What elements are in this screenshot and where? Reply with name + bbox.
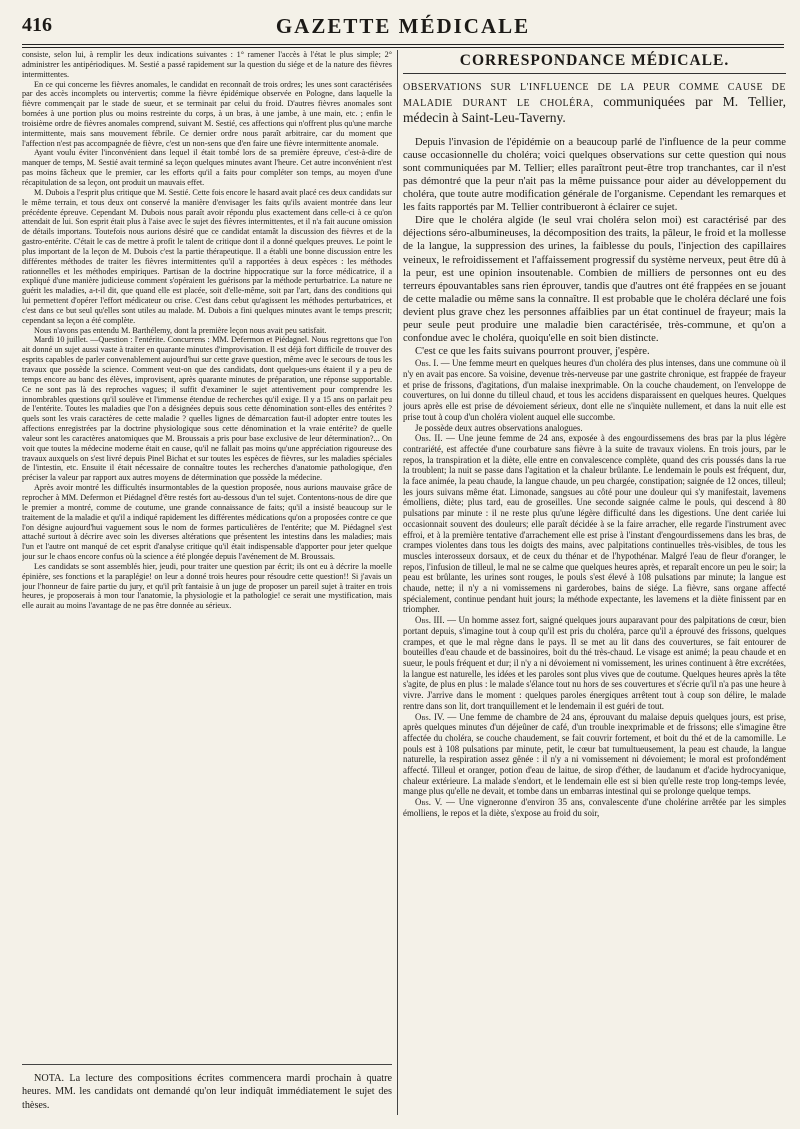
paragraph: Nous n'avons pas entendu M. Barthélemy, dont la première leçon nous avait peu satisfait. (34, 325, 327, 335)
paragraph: Les candidats se sont assemblés hier, jeudi, pour traiter une question par écrit; ils ont eu à décrire la moelle épinière, ses fonctions et la paraplégie! on leur a donné trois heures pour résoudre cette question!! Si j'avais un jour l'honneur de faire partie du jury, et qu'il prît fantaisie à un juge de proposer un pareil sujet à traiter en trois heures, je proposerais à mon tour l'anatomie, la physiologie et la pathologie! ce serait une mystification, mais elle aurait au moins l'avantage de ne pas être donnée au sérieux. (22, 561, 392, 611)
observation-text: — Une femme de chambre de 24 ans, éprouvant du malaise depuis quelques jours, est prise, après quelques minutes d'un déjeûner de café, d'un trouble inexprimable et de frissons; elle s'imagine être affectée du choléra, se couche chaudement, se fait couvrir fortement, et boit du thé et de la camomille. Le pouls est à 108 pulsations par minute, petit, le cœur bat tumultueusement, la peau est chaude, la langue naturelle, la respiration assez gênée : il n'y a ni vomissement ni dévoiement; le moral est profondément affecté. Tilleul et oranger, potion d'eau de laitue, de sirop d'éther, de laudanum et d'acide hydrocyanique, chaleur extérieure. La malade s'endort, et le lendemain elle est si bien qu'elle reste trop long-temps levée, mange plus qu'elle ne devait, et tombe dans un embarras intestinal qui se prolonge quelque temps. (403, 711, 786, 797)
header-rule-2 (22, 47, 784, 48)
section-title: CORRESPONDANCE MÉDICALE. (403, 56, 786, 74)
paragraph: Ayant voulu éviter l'inconvénient dans lequel il était tombé lors de sa première épreuve, c'est-à-dire de manquer de temps, M. Sestié avait terminé sa leçon quelques minutes avant l'heure. Cet autre inconvénient n'est pas moins fâcheux que le premier, car les efforts qu'il a faits pour compléter son temps, au moyen d'une récapitulation de sa leçon, ont produit un mauvais effet. (22, 148, 392, 187)
article-title-caps: OBSERVATIONS SUR L'INFLUENCE DE LA PEUR COMME CAUSE DE MALADIE DURANT LE CHOLÉRA, (403, 81, 786, 109)
paragraph: En ce qui concerne les fièvres anomales, le candidat en reconnaît de trois ordres; les unes sont caractérisées par des accès incomplets ou intervertis; comme la fièvre épidémique observée en Pologne, dans laquelle la fièvre commençait par le stade de sueur, et se terminait par celui du froid. D'autres fièvres anomales sont bornées à une portion plus ou moins restreinte du corps, à un bras, à une jambe, à une main, etc. ; enfin le troisième ordre de fièvres anomales comprend, suivant M. Sestié, ces affections qui n'offrent plus qu'une marche intermittente, mais sans mouvement fébrile. Ce dernier ordre nous paraît arbitraire, car du moment que l'affection n'est pas accompagnée de fièvre, c'est un non-sens que d'en faire une fièvre intermittente anomale. (22, 79, 392, 148)
observation-text: — Une femme meurt en quelques heures d'un choléra des plus intenses, dans une commune où il n'y en avait pas encore. Sa voisine, devenue très-nerveuse par une gastrite chronique, est frappée de frayeur et prise de frissons, d'agitations, d'un malaise inexprimable. On la couche chaudement, on l'enveloppe de couvertures, on lui donne du tilleul chaud, et tous les accidens disparaissent en quelques heures. Quelques jours après elle est prise de dévoiement sérieux, dont elle ne s'inquiète nullement, et dans la nuit elle est prise tout à coup d'un choléra violent auquel elle succombe. (403, 358, 786, 422)
column-divider (397, 50, 398, 1115)
observation (403, 712, 786, 798)
observation (403, 615, 786, 711)
observation-label: Obs. IV. (415, 711, 445, 722)
journal-title: GAZETTE MÉDICALE (275, 14, 531, 38)
nota-note (22, 1072, 392, 1112)
observation (403, 797, 786, 818)
article-title (403, 80, 786, 126)
observation-text: — Un homme assez fort, saigné quelques jours auparavant pour des palpitations de cœur, bien portant depuis, s'imagine tout à coup qu'il est pris du choléra, parce qu'il a éprouvé des frissons, quelques crampes, et que le mal règne dans le pays. Il se met au lit dans des couvertures, se fait entourer de bouteilles d'eau chaude et de bassinoires, boit du thé très-chaud. Le visage est animé; la peau chaude et en sueur, le pouls fréquent et dur; il n'y a ni dévoiement ni vomissement, les urines continuent à être excrétées, la langue est naturelle, les idées et les paroles sont plus vives que de coutume. Quelques heures après la tête s'agite, de plus en plus : le malade s'élance tout nu hors de ses couvertures et s'écrie qu'il n'a pas une heure à vivre. J'arrive dans le moment : quelques paroles énergiques arrêtent tout à coup son délire, le malade rentre dans son lit, dort tranquillement et le lendemain il est guéri de tout. (403, 615, 786, 711)
observation-extra: Je possède deux autres observations analogues. (415, 422, 583, 433)
paragraph: Dire que le choléra algide (le seul vrai choléra selon moi) est caractérisé par des déjections séro-albumineuses, la décomposition des traits, la pâleur, le froid et la mollesse de la langue, la suppression des urines, la faiblesse du pouls, l'injection des capillaires veineux, le refroidissement et l'affaissement progressif du système nerveux, peut être dû à la peur, est une opinion insoutenable. Combien de milliers de personnes ont eu des terreurs épouvantables sans rien éprouver, tandis que d'autres ont été frappées en se jouant de cette maladie ou même sans la connaître. Il est probable que le choléra déclaré une fois devient plus grave chez les personnes affaiblies par un état continuel de frayeur; mais la peur seule peut produire une maladie bien caractérisée, très-commune, et qu'on a confondue avec le choléra, quoiqu'elle en soit bien distincte. (403, 215, 786, 345)
observation-label: Obs. V. (415, 797, 443, 808)
observation-label: Obs. I. (415, 358, 439, 369)
observation-text: — Une vigneronne d'environ 35 ans, convalescente d'une cholérine arrêtée par les simples émolliens, le repos et la diète, s'expose au froid du soir, (403, 797, 786, 818)
left-column (22, 50, 392, 1070)
note-rule (22, 1064, 392, 1065)
paragraph: M. Dubois a l'esprit plus critique que M. Sestié. Cette fois encore le hasard avait placé ces deux candidats sur le même terrain, et tous deux ont conservé la manière d'envisager les faits qu'ils avaient montrée dans leur précédente épreuve. Cependant M. Dubois nous paraît avoir répondu plus exactement dans celle-ci à ce qu'on attendait de lui. Son esprit était plus à l'aise avec le sujet des fièvres intermittentes, et il n'a fait aucune omission de détails importans. Toutefois nous aurions désiré que ce candidat entamât la discussion des fièvres et de la gastro-entérite. C'était le cas de mettre à profit le talent de critique dont il a donné quelques preuves. Le point le plus important de la leçon de M. Dubois c'est la partie thérapeutique. Il a établi une bonne discussion entre les différentes méthodes de traiter les fièvres intermittentes qu'il a rapportées à deux espèces : les méthodes rationnelles et les méthodes empiriques. Partisan de la doctrine hippocratique sur la force médicatrice, il a expliqué d'une manière judicieuse comment s'opéraient les guérisons par la méthode perturbatrice. La nature ne guérit les maladies, a-t-il dit, que quand elle est placée, soit d'elle-même, soit par l'art, dans des conditions qui lui permettent d'opérer l'effort médicateur ou crise. C'est dans cebut qu'agissent les méthodes perturbatrices, et c'est dans ce but seul qu'elles sont utiles au malade. M. Dubois a fini quelques minutes avant le temps prescrit; cependant sa leçon a été complète. (22, 187, 392, 325)
nota-text: NOTA. La lecture des compositions écrites commencera mardi prochain à quatre heures. MM. les candidats ont demandé qu'on leur indiquât immédiatement le sujet des thèses. (22, 1073, 392, 1111)
header-rule (22, 44, 784, 45)
paragraph: consiste, selon lui, à remplir les deux indications suivantes : 1° ramener l'accès à l'état le plus simple; 2° administrer les antipériodiques. M. Sestié a passé rapidement sur la question du siége et de la nature des fièvres intermittentes. (22, 50, 392, 79)
page-number: 416 (22, 14, 52, 36)
right-column (403, 50, 786, 1120)
observation-text: — Une jeune femme de 24 ans, exposée à des engourdissemens des bras par la plus légère contrariété, est affectée d'une courbature sans fièvre à la suite de travaux violens. En trois jours, par le repos, la transpiration et la diète, elle entre en convalescence complète, quand des cris poussés dans la rue la troublent; la nuit se passe dans l'agitation et la chaleur brûlante. Le lendemain le pouls est fréquent, dur, la face animée, la peau chaude, la langue chaude, un peu chargée, constipation; saignée de 12 onces, tilleul; les jours suivans même état. Limonade, sangsues au côté pour une douleur qui s'y manifestait, lavemens émolliens, diète; plus tard, eau de groseilles. Une seconde saignée calme le pouls, qui descend à 80 pulsations par minute : il ne reste plus qu'une légère difficulté dans les digestions. Une dent cariée lui occasionnait souvent des douleurs; elle paraît décidée à se la faire arracher, elle regarde l'instrument avec effroi, et à la première tentative d'arrachement elle est prise à l'instant d'engourdissemens dans les bras, de crampes violentes dans tous les doigts des mains, avec palpitations continuelles très-visibles, de tous les muscles interosseux dorsaux, et de ceux du thénar et de l'hypothénar. Malgré l'eau de fleur d'oranger, le repos, l'infusion de tilleul, le mal ne se calme que quelques heures après, et reparaît encore un peu le soir; la peau est brûlante, les urines sont rouges, le pouls s'est élevé à 108 pulsations par minute; la langue est chaude, nette; il n'y a ni vomissemens ni garderobes, bains de siége. La fièvre, sans organe affecté spécialement, continue pendant huit jours; la méthode expectante, les lavemens et la diète finissent par en triompher. (403, 433, 786, 615)
observation (403, 433, 786, 615)
paragraph: C'est ce que les faits suivans pourront prouver, j'espère. (415, 346, 650, 358)
paragraph: Après avoir montré les difficultés insurmontables de la question proposée, nous aurions mauvaise grâce de reprocher à MM. Defermon et Piédagnel d'être restés fort au-dessous d'un tel sujet. Contentons-nous de dire que le premier a montré, comme de coutume, une grande connaissance de faits; qu'il a insisté beaucoup sur le traitement de la maladie et qu'il a indiqué rapidement les différentes médications qu'on a proposées contre ce que l'on désigne aujourd'hui vaguement sous le nom de formes particulières de l'entérite; que M. Piédagnel s'est attaché surtout à décrire avec soin les diverses altérations que présentent les intestins dans les maladies; mais l'un et l'autre ont manqué de cet esprit d'analyse critique qu'il était indispensable d'apporter pour jeter quelque jour sur le chaos encore confus où la science a été plongée depuis l'avénement de M. Broussais. (22, 483, 392, 562)
observation (403, 358, 786, 422)
observation-label: Obs. III. (415, 615, 445, 626)
observation-label: Obs. II. (415, 433, 443, 444)
paragraph: Depuis l'invasion de l'épidémie on a beaucoup parlé de l'influence de la peur comme cause occasionnelle du choléra; voici quelques observations sur cette question qui nous sont communiquées par M. Tellier; elles paraîtront peut-être trop tranchantes, car il n'est pas démontré que la peur n'ait pas la même puissance pour aider au développement du choléra, que toute autre modification générale de l'organisme. Cependant les remarques et les faits rapportés par M. Tellier contribueront à éclairer ce sujet. (403, 136, 786, 214)
paragraph: Mardi 10 juillet. —Question : l'entérite. Concurrens : MM. Defermon et Piédagnel. Nous regrettons que l'on ait donné un sujet aussi vaste à traiter en quarante minutes d'improvisation. Il est déjà fort difficile de trouver des esprits capables de parler convenablement aujourd'hui sur cette grave question, même avec le secours de tous les travaux que possède la science. Comment veut-on que des candidats, dont quelques-uns étaient il y a peu de temps encore au banc des élèves, improvisent, après quarante minutes de préparation, une réponse supportable. Ce ne sont pas là des reproches vagues; il suffit d'examiner le sujet attentivement pour comprendre les innombrables questions qu'il soulève et l'immense étendue de recherches qu'il exige. Il y a 15 ans on parlait peu de l'entérite. Toutes les maladies que l'on a désignées depuis sous cette dénomination sont-elles des entérites ? quels sont les vrais caractères de cette maladie ? quelles lignes de démarcation faut-il adopter entre toutes les affections enregistrées par la doctrine physiologique sous cette dénomination et la vraie entérite? de quelle valeur sont les caractères anatomiques que M. Broussais a pris pour base exclusive de leur détermination?... On voit que toutes la médecine moderne était en cause, qu'il ne fallait pas moins qu'une appréciation rigoureuse des travaux auxquels on s'est livré depuis Pinel Bichat et sur toutes les espèces de fièvres, sur les maladies spéciales de l'intestin, etc. Ensuite il était nécessaire de connaître toutes les recherches d'anatomie pathologique, d'en préciser la valeur par rapport aux autres moyens de détermination que possède la médecine. (22, 335, 392, 483)
page-header (22, 14, 784, 44)
article-title-rest: communiquées par M. Tellier, médecin à Saint-Leu-Taverny. (403, 93, 786, 125)
